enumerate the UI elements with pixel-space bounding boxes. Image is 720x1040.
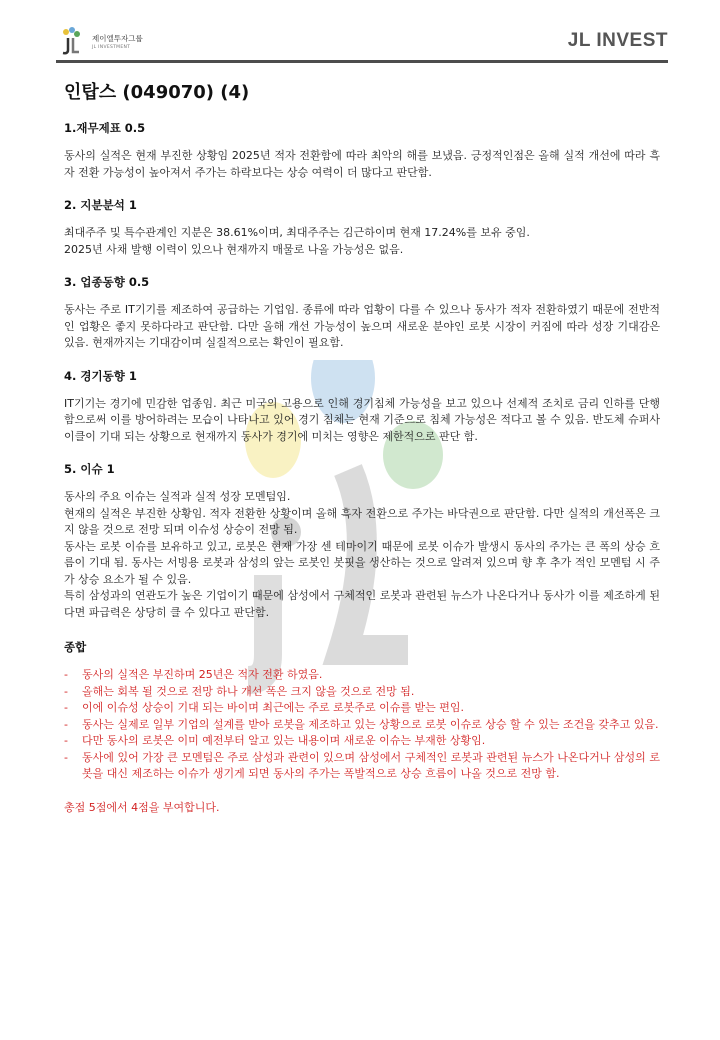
summary-item: - 이에 이슈성 상승이 기대 되는 바이며 최근에는 주로 로봇주로 이슈를 받는 편임. [64, 700, 660, 717]
section-line: 최대주주 및 특수관계인 지분은 38.61%이며, 최대주주는 김근하이며 현재 17.24%를 보유 중임. [64, 226, 530, 239]
final-score: 총점 5점에서 4점을 부여합니다. [64, 800, 220, 814]
logo-text: 제이엘투자그룹 JL INVESTMENT [92, 34, 143, 50]
section-heading: 1.재무제표 0.5 [64, 121, 146, 135]
section-shareholding [64, 197, 660, 258]
section-line: 동사는 로봇 이슈를 보유하고 있고, 로봇은 현재 가장 센 테마이기 때문에 로봇 이슈가 발생시 동사의 주가는 큰 폭의 상승 흐름이 기대 됨. 동사는 서빙용 로봇과 삼성의 앞는 로봇인 봇핏을 생산하는 것으로 알려져 있으며 향 후 추가 적인 모멘텀 시 주가 상승 요소가 될 수 있음. [64, 539, 660, 586]
page-title: 인탑스 (049070) (4) [64, 82, 250, 103]
section-heading: 3. 업종동향 0.5 [64, 275, 150, 289]
summary-item: - 동사에 있어 가장 큰 모멘텀은 주로 삼성과 관련이 있으며 삼성에서 구체적인 로봇과 관련된 뉴스가 나온다거나 삼성의 로봇을 대신 제조하는 이슈가 생기게 되면 동사의 주가는 폭발적으로 상승 흐름이 나올 것으로 전망 함. [64, 750, 660, 783]
summary-item: - 다만 동사의 로봇은 이미 예전부터 알고 있는 내용이며 새로운 이슈는 부재한 상황임. [64, 733, 660, 750]
section-line: 동사의 주요 이슈는 실적과 실적 성장 모멘텀임. [64, 490, 291, 503]
header-rule [56, 60, 668, 63]
logo-subtext: JL INVESTMENT [92, 45, 131, 50]
brand-name: JL INVEST [567, 30, 668, 51]
section-body [64, 396, 660, 446]
section-heading: 4. 경기동향 1 [64, 368, 137, 383]
section-line: 동사의 실적은 현재 부진한 상황임 2025년 적자 전환함에 따라 최악의 해를 보냈음. 긍정적인점은 올해 실적 개선에 따라 흑자 전환 가능성이 높아져서 주가는 하락보다는 상승 여력이 더 많다고 판단함. [64, 149, 660, 179]
summary-item: - 올해는 회복 될 것으로 전망 하나 개선 폭은 크지 않을 것으로 전망 됨. [64, 684, 660, 701]
section-line: IT기기는 경기에 민감한 업종임. 최근 미국의 고용으로 인해 경기침체 가능성을 보고 있으나 선제적 조치로 금리 인하를 단행함으로써 이를 방어하려는 모습이 나타나고 있어 경기 침체는 현재 기준으로 침체 가능성은 적다고 볼 수 있음. 반도체 슈퍼사이클이 기대 되는 상황으로 현재까지 동사가 경기에 미치는 영향은 제한적으로 판단 함. [64, 396, 660, 443]
page-header [56, 24, 668, 64]
section-heading: 5. 이슈 1 [64, 462, 115, 476]
section-line: 현재의 실적은 부진한 상황임. 적자 전환한 상황이며 올해 흑자 전환으로 주가는 바닥권으로 판단함. 다만 실적의 개선폭은 크지 않을 것으로 전망 되며 이슈성 상승이 전망 됨. [64, 506, 660, 536]
section-summary [64, 639, 660, 815]
section-issues [64, 461, 660, 621]
section-body [64, 489, 660, 621]
section-body [64, 148, 660, 181]
section-body [64, 225, 660, 258]
section-industry [64, 274, 660, 352]
report-content [64, 78, 660, 815]
summary-item: - 동사는 실제로 일부 기업의 설계를 받아 로봇을 제조하고 있는 상황으로 로봇 이슈로 상승 할 수 있는 조건을 갖추고 있음. [64, 717, 660, 734]
section-line: 동사는 주로 IT기기를 제조하여 공급하는 기업임. 종류에 따라 업황이 다를 수 있으나 동사가 적자 전환하였기 때문에 전반적인 업황은 좋지 못하다라고 판단함. 다만 올해 개선 가능성이 높으며 새로운 분야인 로봇 시장이 커짐에 따라 성장 기대감은 있음. 현재까지는 기대감이며 실질적으로는 확인이 필요함. [64, 303, 660, 349]
section-economy [64, 368, 660, 446]
section-heading: 2. 지분분석 1 [64, 198, 137, 212]
section-financials [64, 120, 660, 181]
summary-item: - 동사의 실적은 부진하며 25년은 적자 전환 하였음. [64, 667, 660, 684]
summary-heading: 종합 [64, 640, 87, 654]
section-line: 2025년 사채 발행 이력이 있으나 현재까지 매물로 나올 가능성은 없음. [64, 242, 404, 256]
section-line: 특히 삼성과의 연관도가 높은 기업이기 때문에 삼성에서 구체적인 로봇과 관련된 뉴스가 나온다거나 동사가 이를 제조하게 된다면 파급력은 상당히 클 수 있다고 판단함. [64, 589, 660, 619]
section-body [64, 302, 660, 352]
summary-list [64, 667, 660, 783]
company-logo-icon [56, 26, 90, 56]
